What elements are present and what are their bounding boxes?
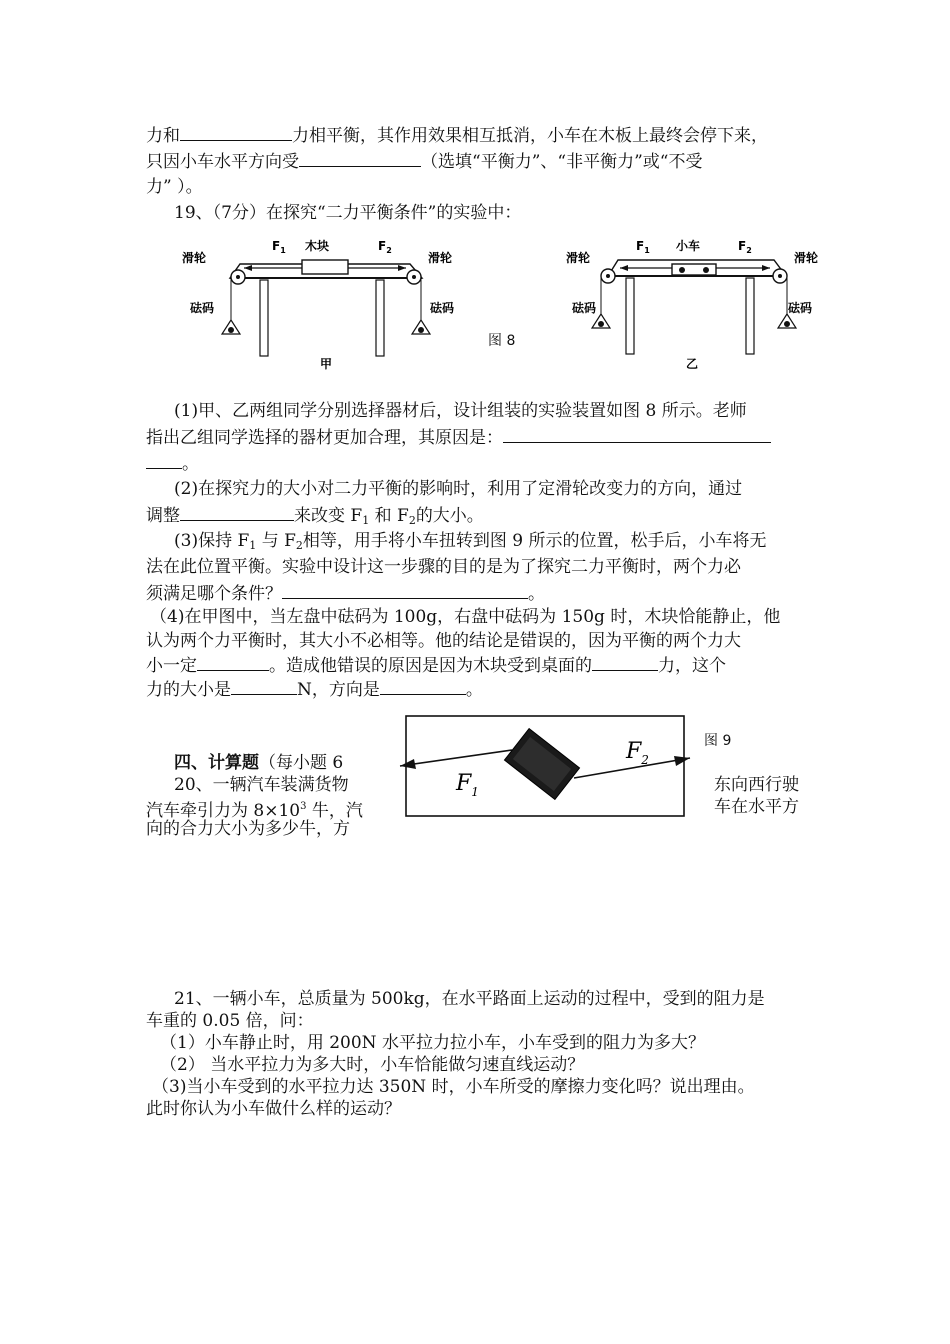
q20-text: 牛，汽 — [306, 801, 363, 821]
q21-line1: 21、一辆小车，总质量为 500kg，在水平路面上运动的过程中，受到的阻力是 — [174, 989, 765, 1009]
q19-p1-line1: (1)甲、乙两组同学分别选择器材后，设计组装的实验装置如图 8 所示。老师 — [174, 401, 747, 421]
q18-line3: 力” ）。 — [146, 177, 203, 197]
figure-9 — [378, 712, 708, 824]
force-label-f1: $F_1$ — [456, 771, 479, 799]
q19-p2-line2: 调整 来改变 $F_1$ 和 $F_2$的大小。 — [146, 506, 484, 527]
weight-label: 砝码 — [190, 301, 215, 315]
answer-blank[interactable] — [197, 654, 269, 671]
answer-blank[interactable] — [592, 654, 658, 671]
q19-text: 须满足哪个条件？ — [146, 584, 282, 604]
force-label-f1: $F_1$ — [636, 239, 650, 255]
answer-blank[interactable] — [380, 678, 466, 695]
q21-line2: 车重的 0.05 倍，问： — [146, 1011, 314, 1031]
q19-p4-line2: 认为两个力平衡时，其大小不必相等。他的结论是错误的，因为平衡的两个力大 — [146, 631, 741, 651]
q18-line2 — [146, 150, 702, 173]
weight-label: 砝码 — [788, 301, 813, 315]
q19-text: 的大小。 — [415, 506, 484, 526]
block-label: 小车 — [676, 239, 701, 253]
pulley-label: 滑轮 — [428, 251, 453, 265]
q19-text: 力，这个 — [658, 656, 726, 676]
pulley-label: 滑轮 — [566, 251, 591, 265]
q18-text: 力和 — [146, 126, 180, 146]
figure-8-yi — [566, 232, 828, 372]
q19-text: 力的大小是 — [146, 680, 231, 700]
q19-text: 相等，用手将小车扭转到图 9 所示的位置，松手后，小车将无 — [302, 531, 767, 551]
figure-label: 甲 — [320, 357, 333, 371]
force-label-f2: $F_2$ — [378, 239, 392, 255]
block-label: 木块 — [305, 239, 330, 253]
q19-p4-line4 — [146, 678, 483, 701]
q21-line5: （3)当小车受到的水平拉力达 350N 时，小车所受的摩擦力变化吗？说出理由。 — [152, 1077, 755, 1097]
q19-p1-line3 — [146, 452, 199, 475]
q19-p1-line2 — [146, 426, 771, 449]
q19-text: 调整 — [146, 506, 180, 526]
q19-p4-line3 — [146, 654, 726, 677]
answer-blank[interactable] — [180, 124, 292, 141]
q19-p3-line2: 法在此位置平衡。实验中设计这一步骤的目的是为了探究二力平衡时，两个力必 — [146, 557, 741, 577]
q21-line3: （1）小车静止时，用 200N 水平拉力拉小车，小车受到的阻力为多大？ — [160, 1033, 705, 1053]
q19-text: 来改变 F — [294, 506, 363, 526]
force-label-f2: $F_2$ — [626, 739, 649, 767]
q19-text: N，方向是 — [297, 680, 380, 700]
answer-blank[interactable] — [231, 678, 297, 695]
q21-line4: （2） 当水平拉力为多大时，小车恰能做匀速直线运动？ — [160, 1055, 585, 1075]
answer-blank[interactable] — [503, 426, 771, 443]
q20-line1: 20、一辆汽车装满货物 — [174, 775, 349, 795]
section-note: （每小题 6 — [259, 753, 344, 773]
q19-text: 和 F — [374, 506, 409, 526]
q19-text: 。 — [182, 454, 199, 474]
q18-text: 力相平衡，其作用效果相互抵消，小车在木板上最终会停下来， — [292, 126, 768, 146]
q18-text: 只因小车水平方向受 — [146, 152, 299, 172]
answer-blank[interactable] — [299, 150, 421, 167]
exponent: 3 — [300, 801, 307, 812]
answer-blank[interactable] — [146, 452, 182, 469]
q20-right1: 东向西行驶 — [714, 775, 799, 795]
q19-p4-line1: （4)在甲图中，当左盘中砝码为 100g，右盘中砝码为 150g 时，木块恰能静止，他 — [150, 607, 781, 627]
q20-right2: 车在水平方 — [714, 797, 799, 817]
q19-text: 指出乙组同学选择的器材更加合理，其原因是： — [146, 428, 503, 448]
pulley-label: 滑轮 — [794, 251, 819, 265]
q20-text: 汽车牵引力为 8×10 — [146, 801, 301, 821]
q19-p2-line1: (2)在探究力的大小对二力平衡的影响时，利用了定滑轮改变力的方向，通过 — [174, 479, 743, 499]
weight-label: 砝码 — [572, 301, 597, 315]
force-label-f1: $F_1$ — [272, 239, 286, 255]
pulley-label: 滑轮 — [182, 251, 207, 265]
q19-intro: 19、（7分）在探究“二力平衡条件”的实验中： — [174, 203, 522, 223]
q18-text: （选填“平衡力”、“非平衡力”或“不受 — [421, 152, 703, 172]
q21-line6: 此时你认为小车做什么样的运动？ — [146, 1099, 401, 1119]
weight-label: 砝码 — [430, 301, 455, 315]
q19-text: 与 F — [261, 531, 296, 551]
section-title: 四、计算题 — [174, 753, 259, 773]
q19-text: 。 — [528, 584, 545, 604]
figure-label: 乙 — [686, 357, 699, 371]
section4-heading — [174, 752, 343, 774]
q19-text: 小一定 — [146, 656, 197, 676]
q19-text: (3)保持 F — [174, 531, 250, 551]
q20-line3: 向的合力大小为多少牛，方 — [146, 819, 350, 839]
q19-text: 。 — [465, 680, 483, 700]
q19-p3-line1: (3)保持 $F_1$ 与 $F_2$相等，用手将小车扭转到图 9 所示的位置，松手后，小车将无 — [174, 531, 767, 552]
figure-8-caption: 图 8 — [488, 333, 516, 349]
q19-p3-line3 — [146, 582, 545, 605]
q18-line1 — [146, 124, 768, 147]
force-label-f2: $F_2$ — [738, 239, 752, 255]
answer-blank[interactable] — [180, 504, 294, 521]
figure-9-caption: 图 9 — [704, 733, 732, 749]
answer-blank[interactable] — [282, 582, 528, 599]
q19-text: 。造成他错误的原因是因为木块受到桌面的 — [269, 656, 592, 676]
figure-8-jia — [180, 232, 470, 372]
